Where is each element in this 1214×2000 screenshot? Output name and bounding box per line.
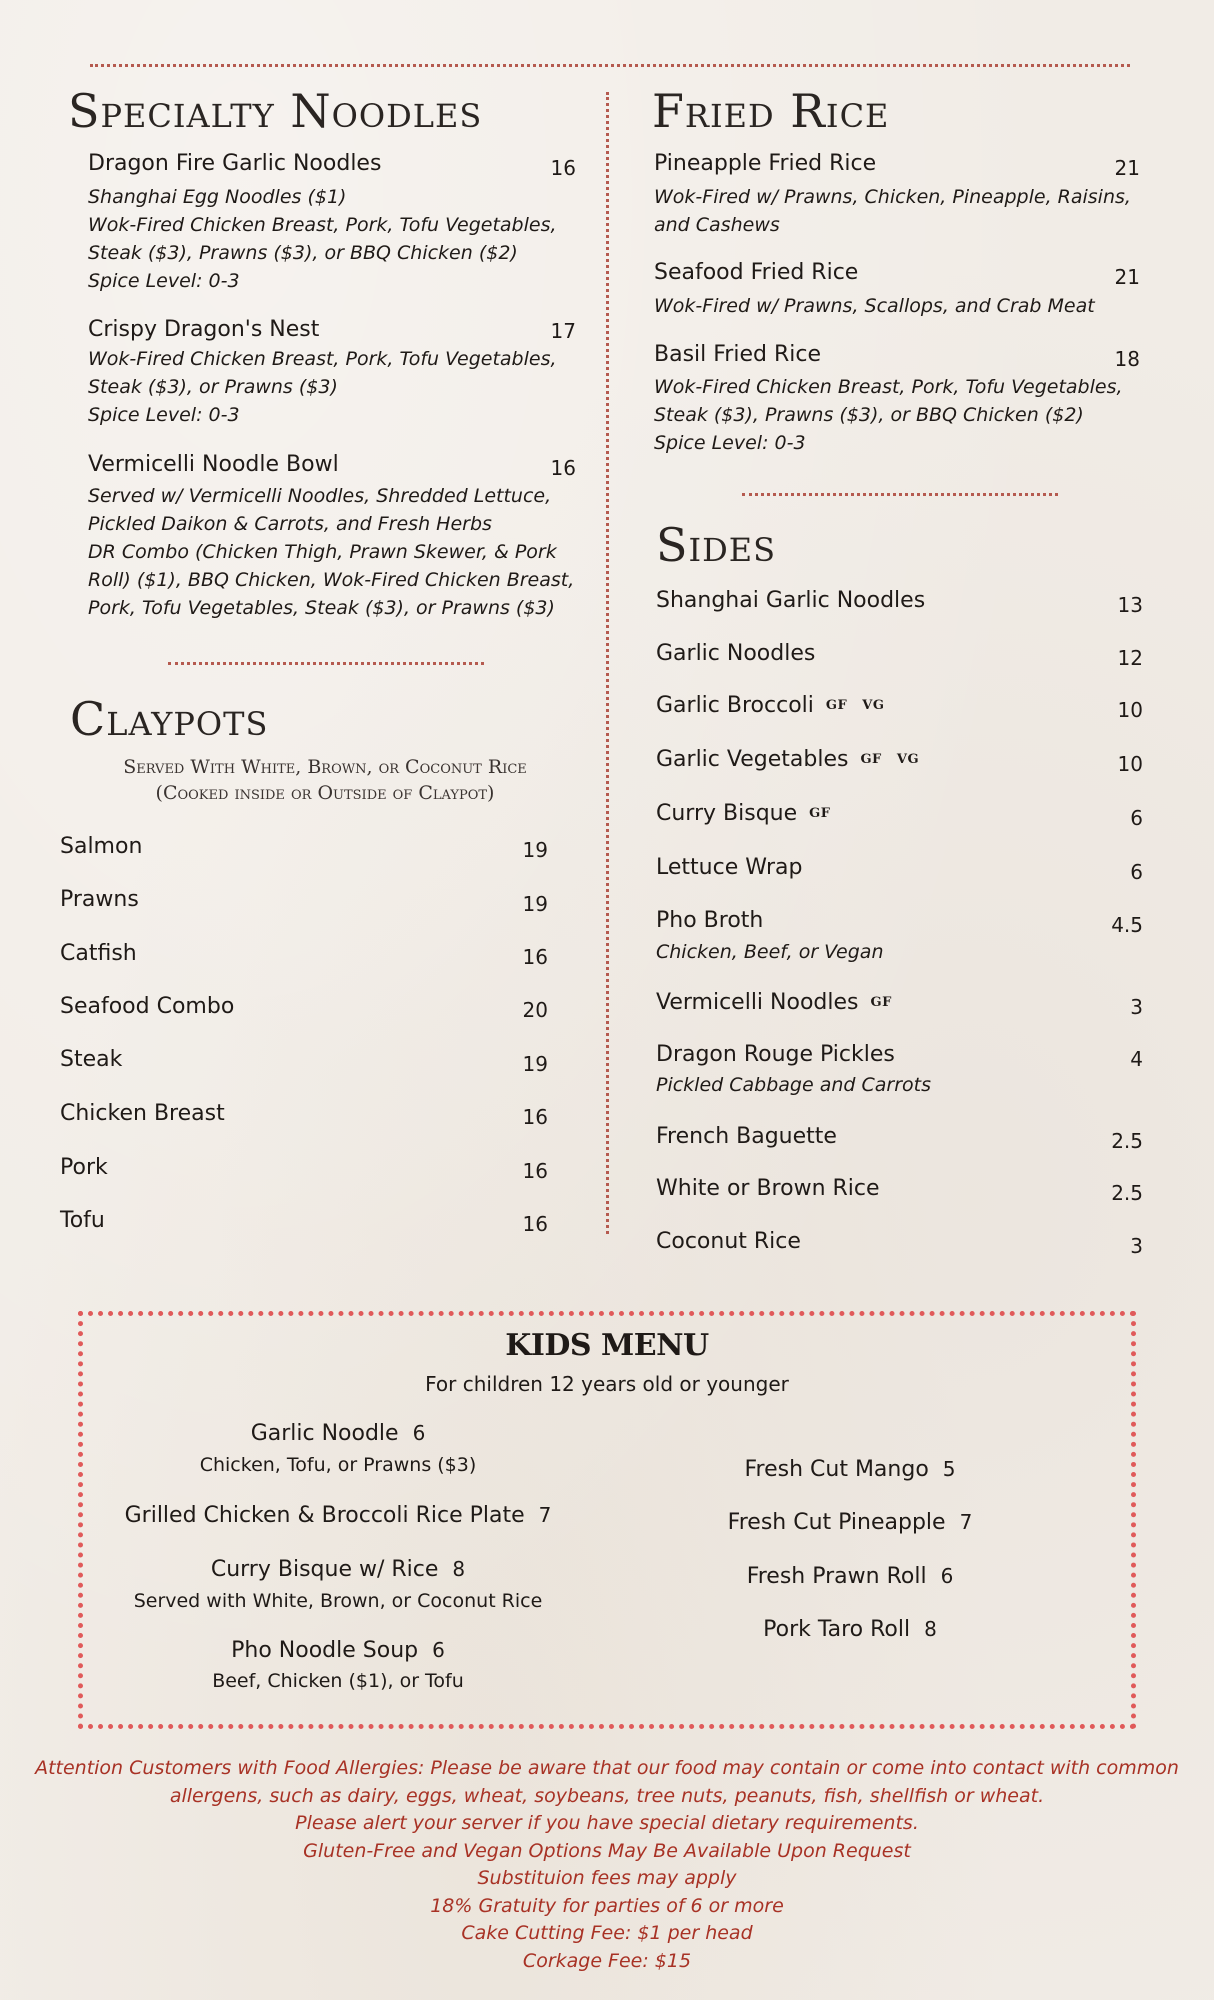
menu-item-price: 21 (1114, 156, 1140, 180)
claypot-item-name: Tofu (60, 1208, 105, 1233)
claypot-item-name: Steak (60, 1047, 123, 1072)
kids-item: Garlic Noodle 6 (250, 1421, 426, 1446)
menu-item-name: Vermicelli Noodle Bowl (88, 452, 339, 477)
side-item-name: Garlic Broccoli GF VG (656, 693, 885, 718)
side-item-price: 6 (1130, 860, 1143, 884)
claypot-item-price: 16 (522, 1212, 548, 1236)
kids-item-description: Chicken, Tofu, or Prawns ($3) (199, 1454, 477, 1476)
claypot-item-price: 16 (522, 945, 548, 969)
noodles-claypots-divider (168, 662, 484, 665)
fried-rice-title: Fried Rice (652, 84, 890, 138)
kids-item: Fresh Cut Mango 5 (744, 1457, 956, 1482)
side-item-name: French Baguette (656, 1124, 837, 1149)
dietary-tag: GF VG (860, 752, 920, 767)
specialty-noodles-title: Specialty Noodles (68, 84, 483, 138)
sides-title: Sides (656, 518, 777, 572)
kids-item: Curry Bisque w/ Rice 8 (210, 1557, 466, 1582)
side-item-name: Pho Broth (656, 908, 764, 933)
claypot-item-price: 19 (522, 892, 548, 916)
claypot-item-name: Pork (60, 1155, 108, 1180)
dietary-tag: GF VG (825, 698, 885, 713)
side-item-price: 6 (1130, 806, 1143, 830)
allergy-notice: Attention Customers with Food Allergies: Please be aware that our food may contain or come into contact with common allergens, such as dairy, eggs, wheat, soybeans, tree nuts, peanuts, fish, shellfish or wheat. Please alert your server if you have special dietary requirements. Gluten-Free and Vegan Options May Be Available Upon Request Substituion fees may apply 18% Gratuity for parties of 6 or more Cake Cutting Fee: $1 per head Corkage Fee: $15 (35, 1757, 1179, 1972)
side-item-price: 10 (1117, 752, 1143, 776)
menu-item-description: Wok-Fired Chicken Breast, Pork, Tofu Vegetables, Steak ($3), Prawns ($3), or BBQ Chicken ($2) Spice Level: 0-3 (654, 376, 1123, 454)
side-item-price: 10 (1117, 698, 1143, 722)
side-item-name: Shanghai Garlic Noodles (656, 588, 926, 613)
claypot-item-price: 20 (522, 998, 548, 1022)
claypot-item-name: Chicken Breast (60, 1101, 225, 1126)
kids-item: Fresh Prawn Roll 6 (746, 1564, 954, 1589)
side-item-name: Lettuce Wrap (656, 855, 803, 880)
menu-item-description: Served w/ Vermicelli Noodles, Shredded Lettuce, Pickled Daikon & Carrots, and Fresh Herbs DR Combo (Chicken Thigh, Prawn Skewer, & Pork Roll) ($1), BBQ Chicken, Wok-Fired Chicken Breast, Pork, Tofu Vegetables, Steak ($3), or Prawns ($3) (88, 485, 575, 619)
side-item-name: Dragon Rouge Pickles (656, 1042, 895, 1067)
claypot-item-price: 19 (522, 1052, 548, 1076)
menu-item-name: Basil Fried Rice (654, 342, 821, 367)
kids-item-description: Served with White, Brown, or Coconut Rice (133, 1590, 543, 1612)
dietary-tag: GF (809, 806, 831, 821)
side-item-name: Vermicelli Noodles GF (656, 990, 892, 1015)
side-item-price: 4 (1130, 1047, 1143, 1071)
menu-item-price: 18 (1114, 347, 1140, 371)
menu-item-description: Wok-Fired Chicken Breast, Pork, Tofu Vegetables, Steak ($3), or Prawns ($3) Spice Level: 0-3 (88, 348, 557, 426)
kids-menu-subtitle: For children 12 years old or younger (425, 1372, 789, 1396)
menu-item-price: 16 (550, 156, 576, 180)
menu-item-description: Shanghai Egg Noodles ($1) Wok-Fired Chicken Breast, Pork, Tofu Vegetables, Steak ($3), Prawns ($3), or BBQ Chicken ($2) Spice Level: 0-3 (88, 186, 557, 292)
menu-item-description: Wok-Fired w/ Prawns, Chicken, Pineapple, Raisins, and Cashews (654, 186, 1131, 236)
kids-item: Grilled Chicken & Broccoli Rice Plate 7 (124, 1503, 552, 1528)
claypot-item-name: Salmon (60, 834, 143, 859)
claypot-item-price: 19 (522, 838, 548, 862)
kids-menu-title: KIDS MENU (505, 1328, 709, 1363)
side-item-price: 4.5 (1111, 913, 1143, 937)
claypot-item-price: 16 (522, 1159, 548, 1183)
side-item-name: Coconut Rice (656, 1229, 801, 1254)
side-item-name: White or Brown Rice (656, 1176, 880, 1201)
side-item-name: Garlic Noodles (656, 641, 816, 666)
kids-item: Fresh Cut Pineapple 7 (727, 1510, 973, 1535)
side-item-description: Pickled Cabbage and Carrots (656, 1074, 932, 1096)
kids-item-description: Beef, Chicken ($1), or Tofu (212, 1670, 464, 1692)
column-divider (606, 92, 609, 1234)
side-item-price: 13 (1117, 593, 1143, 617)
menu-item-name: Pineapple Fried Rice (654, 151, 877, 176)
friedrice-sides-divider (742, 493, 1058, 496)
kids-item: Pho Noodle Soup 6 (231, 1638, 445, 1663)
top-divider (90, 64, 1130, 67)
side-item-price: 3 (1130, 995, 1143, 1019)
claypots-title: Claypots (70, 692, 269, 746)
menu-item-name: Seafood Fried Rice (654, 260, 859, 285)
claypot-item-name: Seafood Combo (60, 994, 235, 1019)
menu-item-price: 17 (550, 319, 576, 343)
menu-item-price: 21 (1114, 265, 1140, 289)
claypot-item-price: 16 (522, 1105, 548, 1129)
menu-item-name: Dragon Fire Garlic Noodles (88, 151, 382, 176)
side-item-price: 3 (1130, 1234, 1143, 1258)
side-item-description: Chicken, Beef, or Vegan (656, 941, 884, 963)
kids-item: Pork Taro Roll 8 (763, 1617, 937, 1642)
side-item-price: 2.5 (1111, 1129, 1143, 1153)
dietary-tag: GF (870, 995, 892, 1010)
menu-item-description: Wok-Fired w/ Prawns, Scallops, and Crab Meat (654, 295, 1095, 317)
claypot-item-name: Prawns (60, 887, 139, 912)
claypot-item-name: Catfish (60, 941, 137, 966)
menu-item-name: Crispy Dragon's Nest (88, 317, 320, 342)
side-item-price: 12 (1117, 646, 1143, 670)
side-item-name: Garlic Vegetables GF VG (656, 747, 920, 772)
side-item-price: 2.5 (1111, 1181, 1143, 1205)
side-item-name: Curry Bisque GF (656, 801, 831, 826)
claypots-subtitle: Served With White, Brown, or Coconut Rice (Cooked inside or Outside of Claypot) (123, 756, 527, 804)
menu-item-price: 16 (550, 456, 576, 480)
